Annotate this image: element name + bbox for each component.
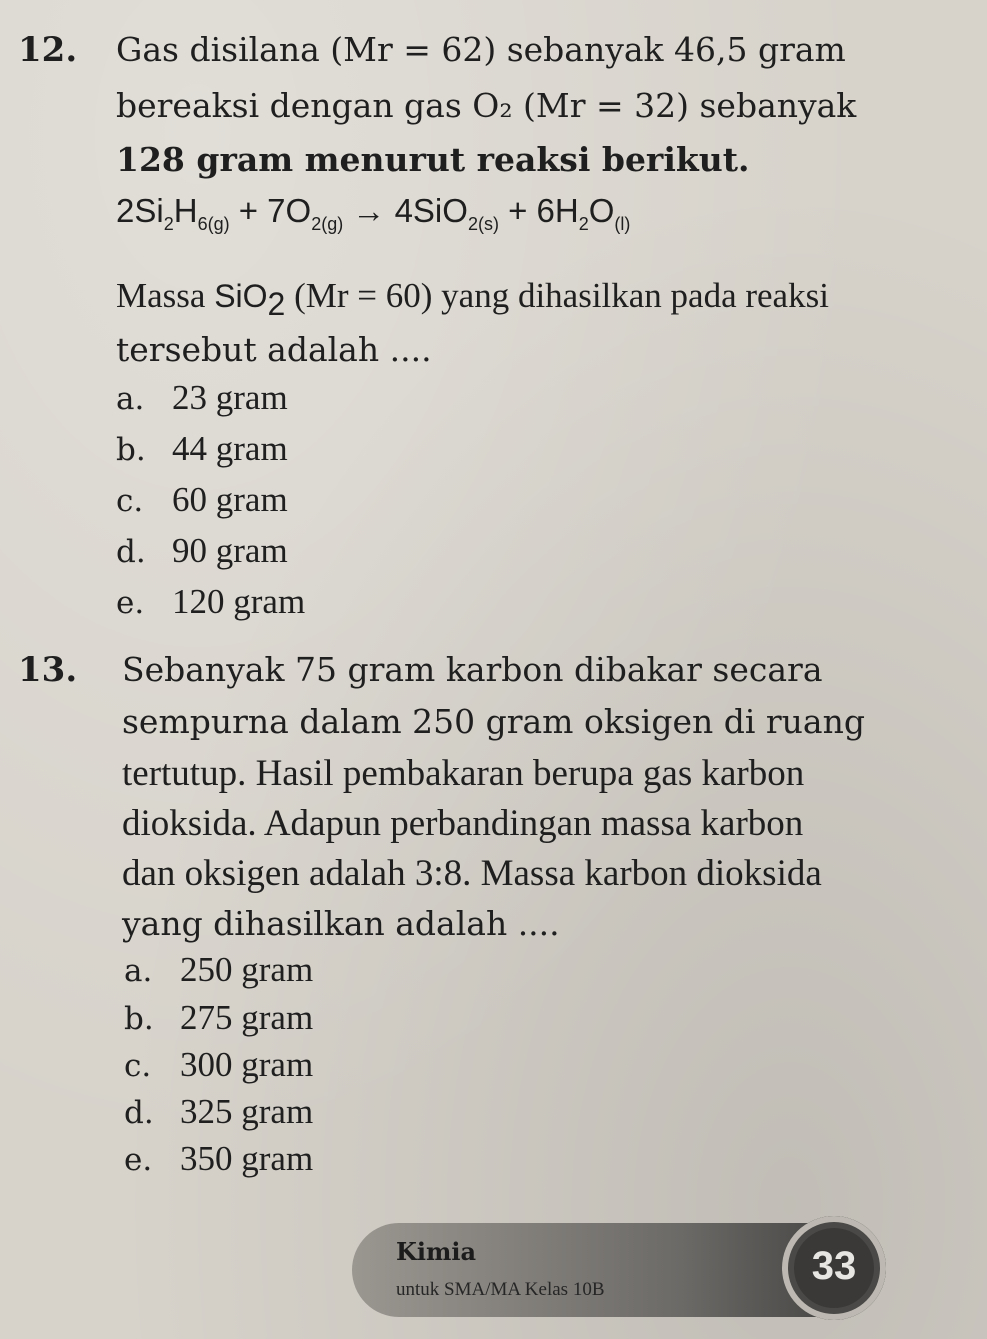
question-prompt-end: tersebut adalah .... <box>116 330 432 369</box>
question-text-line: dan oksigen adalah 3:8. Massa karbon dioksida <box>122 853 822 894</box>
option-letter: a. <box>124 953 153 989</box>
equation-part: + 6H <box>498 192 579 229</box>
answer-option-b[interactable] <box>116 429 288 469</box>
option-letter: b. <box>124 1001 154 1037</box>
page-number: 33 <box>811 1244 857 1288</box>
option-letter: e. <box>116 585 145 621</box>
page-number-badge <box>782 1216 886 1320</box>
question-prompt <box>116 276 829 323</box>
option-letter: c. <box>124 1048 152 1084</box>
equation-part: O <box>588 192 615 229</box>
footer-subtitle: untuk SMA/MA Kelas 10B <box>396 1279 605 1300</box>
chemical-equation <box>116 192 630 235</box>
equation-subscript: 2(g) <box>311 214 344 234</box>
question-text-line: Sebanyak 75 gram karbon dibakar secara <box>122 650 823 689</box>
answer-option-e[interactable] <box>116 582 305 622</box>
equation-subscript: (l) <box>614 214 631 234</box>
option-letter: c. <box>116 483 144 519</box>
question-text-line: dioksida. Adapun perbandingan massa karbon <box>122 803 804 844</box>
question-number: 13. <box>18 650 78 690</box>
question-text-line: yang dihasilkan adalah .... <box>122 904 560 943</box>
option-letter: e. <box>124 1142 153 1178</box>
answer-option-a[interactable] <box>116 378 288 418</box>
option-letter: a. <box>116 381 145 417</box>
option-letter: d. <box>124 1095 154 1131</box>
equation-subscript: 2 <box>163 214 174 234</box>
option-value: 44 gram <box>172 429 288 468</box>
answer-option-c[interactable] <box>116 480 288 520</box>
equation-subscript: 2(s) <box>467 214 499 234</box>
equation-part: + 7O <box>229 192 312 229</box>
answer-option-e[interactable] <box>124 1139 313 1179</box>
equation-part: H <box>173 192 198 229</box>
page-footer-banner <box>352 1223 822 1317</box>
option-value: 23 gram <box>172 378 288 417</box>
formula-subscript: 2 <box>267 286 286 322</box>
question-number: 12. <box>18 30 78 70</box>
prompt-text: Massa <box>116 276 215 315</box>
question-text-line: Gas disilana (Mr = 62) sebanyak 46,5 gram <box>116 30 846 69</box>
prompt-text: (Mr = 60) yang dihasilkan pada reaksi <box>285 276 829 315</box>
option-value: 275 gram <box>180 998 314 1037</box>
question-text-line: bereaksi dengan gas O₂ (Mr = 32) sebanyak <box>116 86 857 125</box>
option-value: 250 gram <box>180 950 314 989</box>
question-text-line: tertutup. Hasil pembakaran berupa gas karbon <box>122 753 805 794</box>
question-text-line: 128 gram menurut reaksi berikut. <box>116 140 750 179</box>
option-letter: b. <box>116 432 146 468</box>
answer-option-b[interactable] <box>124 998 313 1038</box>
option-value: 90 gram <box>172 531 288 570</box>
answer-option-d[interactable] <box>124 1092 313 1132</box>
answer-option-d[interactable] <box>116 531 288 571</box>
question-text-line: sempurna dalam 250 gram oksigen di ruang <box>122 702 865 741</box>
option-value: 350 gram <box>180 1139 314 1178</box>
answer-option-a[interactable] <box>124 950 313 990</box>
equation-subscript: 6(g) <box>197 214 230 234</box>
equation-part: 2Si <box>116 192 164 229</box>
equation-part: → 4SiO <box>343 192 468 229</box>
option-value: 60 gram <box>172 480 288 519</box>
option-value: 120 gram <box>172 582 306 621</box>
option-letter: d. <box>116 534 146 570</box>
option-value: 300 gram <box>180 1045 314 1084</box>
equation-subscript: 2 <box>578 214 589 234</box>
formula-text: SiO <box>214 278 268 314</box>
answer-option-c[interactable] <box>124 1045 313 1085</box>
footer-subject: Kimia <box>396 1237 477 1266</box>
option-value: 325 gram <box>180 1092 314 1131</box>
